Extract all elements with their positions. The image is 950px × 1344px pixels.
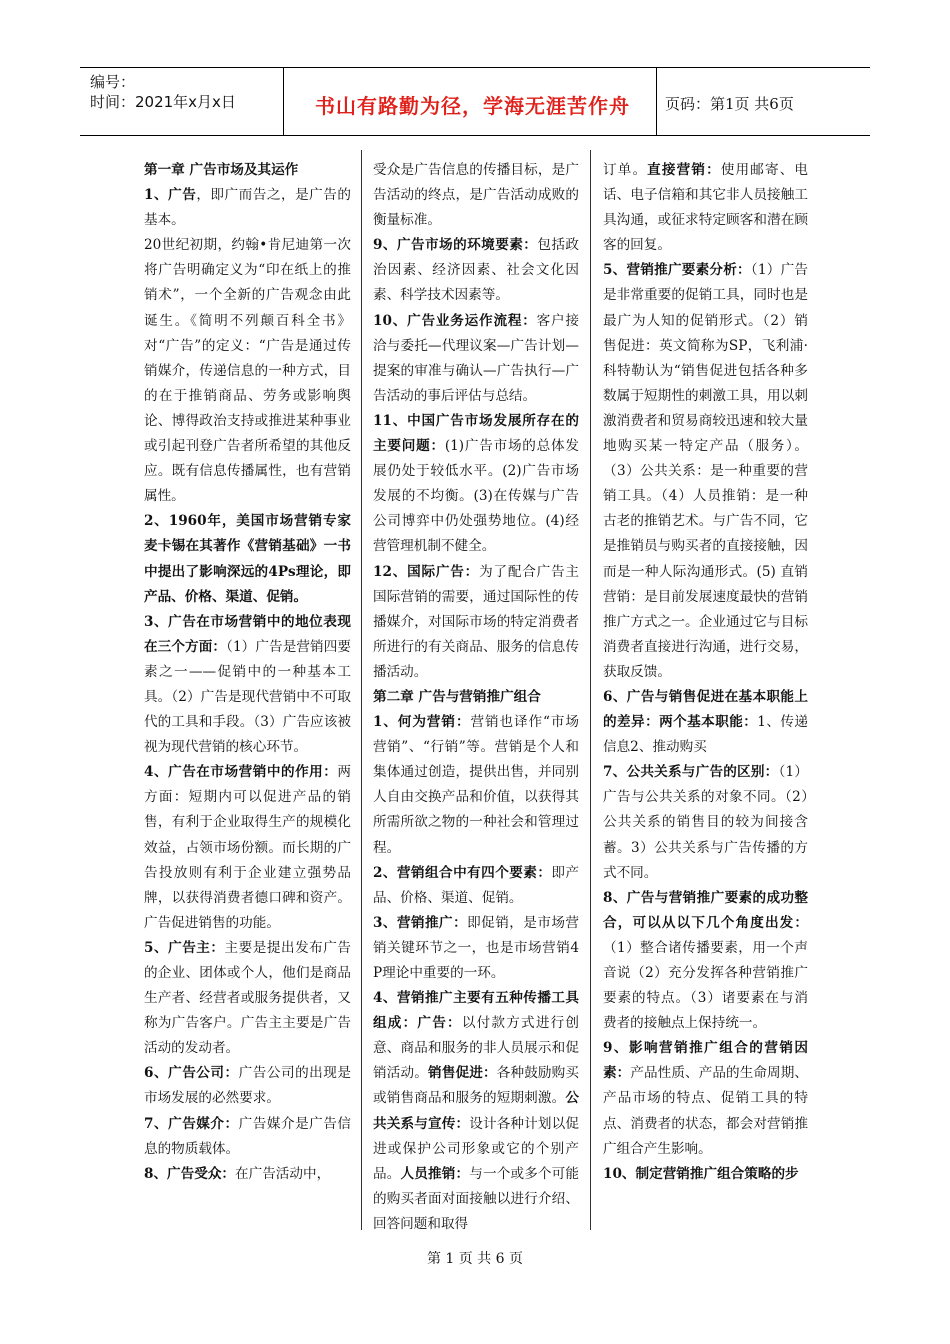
paragraph (144, 158, 351, 183)
bold-term: 11、中国广告市场发展所存在的主要问题： (373, 412, 579, 455)
bold-term: 9、广告市场的环境要素： (373, 237, 538, 254)
body-text: 广告公司的出现是市场发展的必然要求。 (144, 1065, 351, 1107)
paragraph (603, 886, 808, 1037)
paragraph (373, 158, 579, 233)
bold-term: 2、营销组合中有四个要素： (373, 864, 552, 881)
bold-term: 4、营销推广主要有五种传播工具组成：广告： (373, 990, 579, 1032)
paragraph (144, 1162, 351, 1187)
paragraph (603, 685, 808, 760)
bold-term: 2、1960年，美国市场营销专家麦卡锡在其著作《营销基础》一书中提出了影响深远的4Ps理论，即产品、价格、渠道、促销。 (144, 513, 351, 605)
text-column-1 (144, 158, 351, 1187)
body-text: 客户接洽与委托—代理议案—广告计划—提案的审准与确认—广告执行—广告活动的事后评估与总结。 (373, 312, 579, 404)
body-text: ，即广而告之，是广告的基本。 (144, 187, 351, 229)
bold-term: 7、广告媒介： (144, 1115, 239, 1132)
body-text: 主要是提出发布广告的企业、团体或个人，他们是商品生产者、经营者或服务提供者，又称为广告客户。广告主主要是广告活动的发动者。 (144, 939, 351, 1057)
paragraph (144, 509, 351, 609)
bold-term: 10、制定营销推广组合策略的步 (603, 1165, 799, 1182)
column-divider (590, 150, 591, 1230)
body-text: （1）广告是营销四要素之一——促销中的一种基本工具。（2）广告是现代营销中不可取代的工具和手段。（3）广告应该被视为现代营销的核心环节。 (144, 638, 351, 756)
paragraph (373, 986, 579, 1237)
paragraph (144, 233, 351, 509)
bold-term: 3、营销推广： (373, 914, 468, 931)
body-text: 使用邮寄、电话、电子信箱和其它非人员接触工具沟通，或征求特定顾客和潜在顾客的回复。 (603, 162, 809, 254)
bold-term: 3、广告在市场营销中的地位表现在三个方面： (144, 613, 351, 655)
paragraph (603, 1162, 808, 1187)
bold-term: 7、公共关系与广告的区别： (603, 764, 779, 781)
paragraph (373, 861, 579, 911)
body-text: 各种鼓励购买或销售商品和服务的短期刺激。 (373, 1065, 580, 1107)
paragraph (144, 183, 351, 233)
bold-term: 4、广告在市场营销中的作用： (144, 764, 338, 781)
time-label: 时间：2021年x月x日 (90, 93, 236, 111)
body-text: （1）整合诸传播要素，用一个声音说（2）充分发挥各种营销推广要素的特点。（3）诸要素在与消费者的接触点上保持统一。 (603, 939, 808, 1032)
body-text: 以付款方式进行创意、商品和服务的非人员展示和促销活动。 (373, 1015, 580, 1082)
bold-term: 5、营销推广要素分析： (603, 262, 751, 279)
bold-term: 10、广告业务运作流程： (373, 312, 537, 329)
bold-term: 销售促进： (427, 1065, 497, 1082)
bold-term: 第一章 广告市场及其运作 (144, 162, 299, 178)
bold-term: 1、广告 (144, 187, 197, 204)
column-divider (361, 150, 362, 1230)
paragraph (373, 560, 579, 685)
bold-term: 6、广告公司： (144, 1065, 239, 1082)
body-text: 设计各种计划以促进或保护公司形象或它的个别产品。 (373, 1115, 579, 1182)
body-text: 产品性质、产品的生命周期、产品市场的特点、促销工具的特点、消费者的状态，都会对营销推广组合产生影响。 (603, 1065, 808, 1157)
body-text: 即促销，是市场营销关键环节之一，也是市场营销4P理论中重要的一环。 (373, 914, 579, 981)
bold-term: 8、广告受众： (144, 1165, 236, 1182)
body-text: 为了配合广告主国际营销的需要，通过国际性的传播媒介，对国际市场的特定消费者所进行的有关商品、服务的信息传播活动。 (373, 563, 579, 680)
bold-term: 9、影响营销推广组合的营销因素： (603, 1040, 808, 1082)
header-divider (656, 68, 657, 135)
body-text: 广告媒介是广告信息的物质载体。 (144, 1115, 351, 1157)
body-text: 包括政治因素、经济因素、社会文化因素、科学技术因素等。 (373, 237, 579, 304)
header-page-info: 页码：第1页 共6页 (665, 95, 794, 113)
bold-term: 6、广告与销售促进在基本职能上的差异：两个基本职能： (603, 688, 808, 731)
bold-term: 8、广告与营销推广要素的成功整合，可以从以下几个角度出发： (603, 889, 808, 931)
body-text: 在广告活动中， (235, 1165, 331, 1182)
paragraph (603, 1036, 808, 1161)
body-text: 两方面：短期内可以促进产品的销售，有利于企业取得生产的规模化效益，占领市场份额。而长期的广告投放则有利于企业建立强势品牌，以获得消费者德口碑和资产。广告促进销售的功能。 (144, 764, 351, 931)
body-text: （1）广告是非常重要的促销工具，同时也是最广为人知的促销形式。（2）销售促进：英文简称为SP，飞利浦·科特勒认为“销售促进包括各种多数属于短期性的刺激工具，用以刺激消费者和贸易商较迅速和较大量地购买某一特定产品（服务）。（3）公共关系：是一种重要的营销工具。（4）人员推销：是一种古老的推销艺术。与广告不同，它是推销员与购买者的直接接触，因而是一种人际沟通形式。(5) 直销营销：是目前发展速度最快的营销推广方式之一。企业通过它与目标消费者直接进行沟通，进行交易，获取反馈。 (603, 262, 808, 680)
paragraph (373, 409, 579, 560)
text-column-2 (373, 158, 579, 1237)
bold-term: 12、国际广告： (373, 563, 480, 580)
body-text: 20世纪初期，约翰•肯尼迪第一次将广告明确定义为“印在纸上的推销术”，一个全新的广告观念由此诞生。《简明不列颠百科全书》对“广告”的定义：“广告是通过传销媒介，传递信息的一种方式，目的在于推销商品、劳务或影响舆论、博得政治支持或推进某种事业或引起刊登广告者所希望的其他反应。既有信息传播属性，也有营销属性。 (144, 237, 351, 505)
bold-term: 公共关系与宣传： (373, 1090, 579, 1132)
paragraph (603, 760, 808, 885)
body-text: （1）广告与公共关系的对象不同。（2）公共关系的销售目的较为间接含蓄。3）公共关系与广告传播的方式不同。 (603, 764, 808, 881)
bold-term: 5、广告主： (144, 939, 225, 956)
paragraph (144, 1061, 351, 1111)
body-text: 订单。 (603, 162, 648, 178)
page-header (80, 67, 870, 136)
body-text: 营销也译作“市场营销”、“行销”等。营销是个人和集体通过创造，提供出售，并同别人自由交换产品和价值，以获得其所需所欲之物的一种社会和管理过程。 (373, 714, 579, 856)
paragraph (144, 1112, 351, 1162)
paragraph (144, 936, 351, 1061)
paragraph (373, 710, 579, 861)
body-text: 受众是广告信息的传播目标，是广告活动的终点，是广告活动成败的衡量标准。 (373, 162, 579, 229)
page-footer: 第 1 页 共 6 页 (426, 1251, 524, 1267)
paragraph (373, 911, 579, 986)
paragraph (373, 685, 579, 710)
paragraph (373, 233, 579, 308)
paragraph (373, 309, 579, 409)
paragraph (603, 158, 808, 258)
header-divider (283, 68, 284, 135)
bold-term: 1、何为营销： (373, 714, 471, 731)
body-text: 与一个或多个可能的购买者面对面接触以进行介绍、回答问题和取得 (373, 1165, 580, 1232)
bold-term: 第二章 广告与营销推广组合 (373, 688, 541, 705)
text-column-3 (603, 158, 808, 1187)
paragraph (144, 610, 351, 761)
header-meta (90, 72, 236, 112)
paragraph (144, 760, 351, 936)
paragraph (603, 258, 808, 685)
body-text: 即产品、价格、渠道、促销。 (373, 864, 579, 906)
body-text: (1)广告市场的总体发展仍处于较低水平。(2)广告市场发展的不均衡。(3)在传媒与广告公司博弈中仍处强势地位。(4)经营管理机制不健全。 (373, 438, 579, 555)
code-label: 编号： (90, 73, 136, 91)
bold-term: 人员推销： (400, 1165, 470, 1182)
bold-term: 直接营销： (647, 162, 721, 178)
header-motto: 书山有路勤为径，学海无涯苦作舟 (315, 94, 630, 118)
body-text: 1、传递信息2、推动购买 (603, 714, 809, 756)
